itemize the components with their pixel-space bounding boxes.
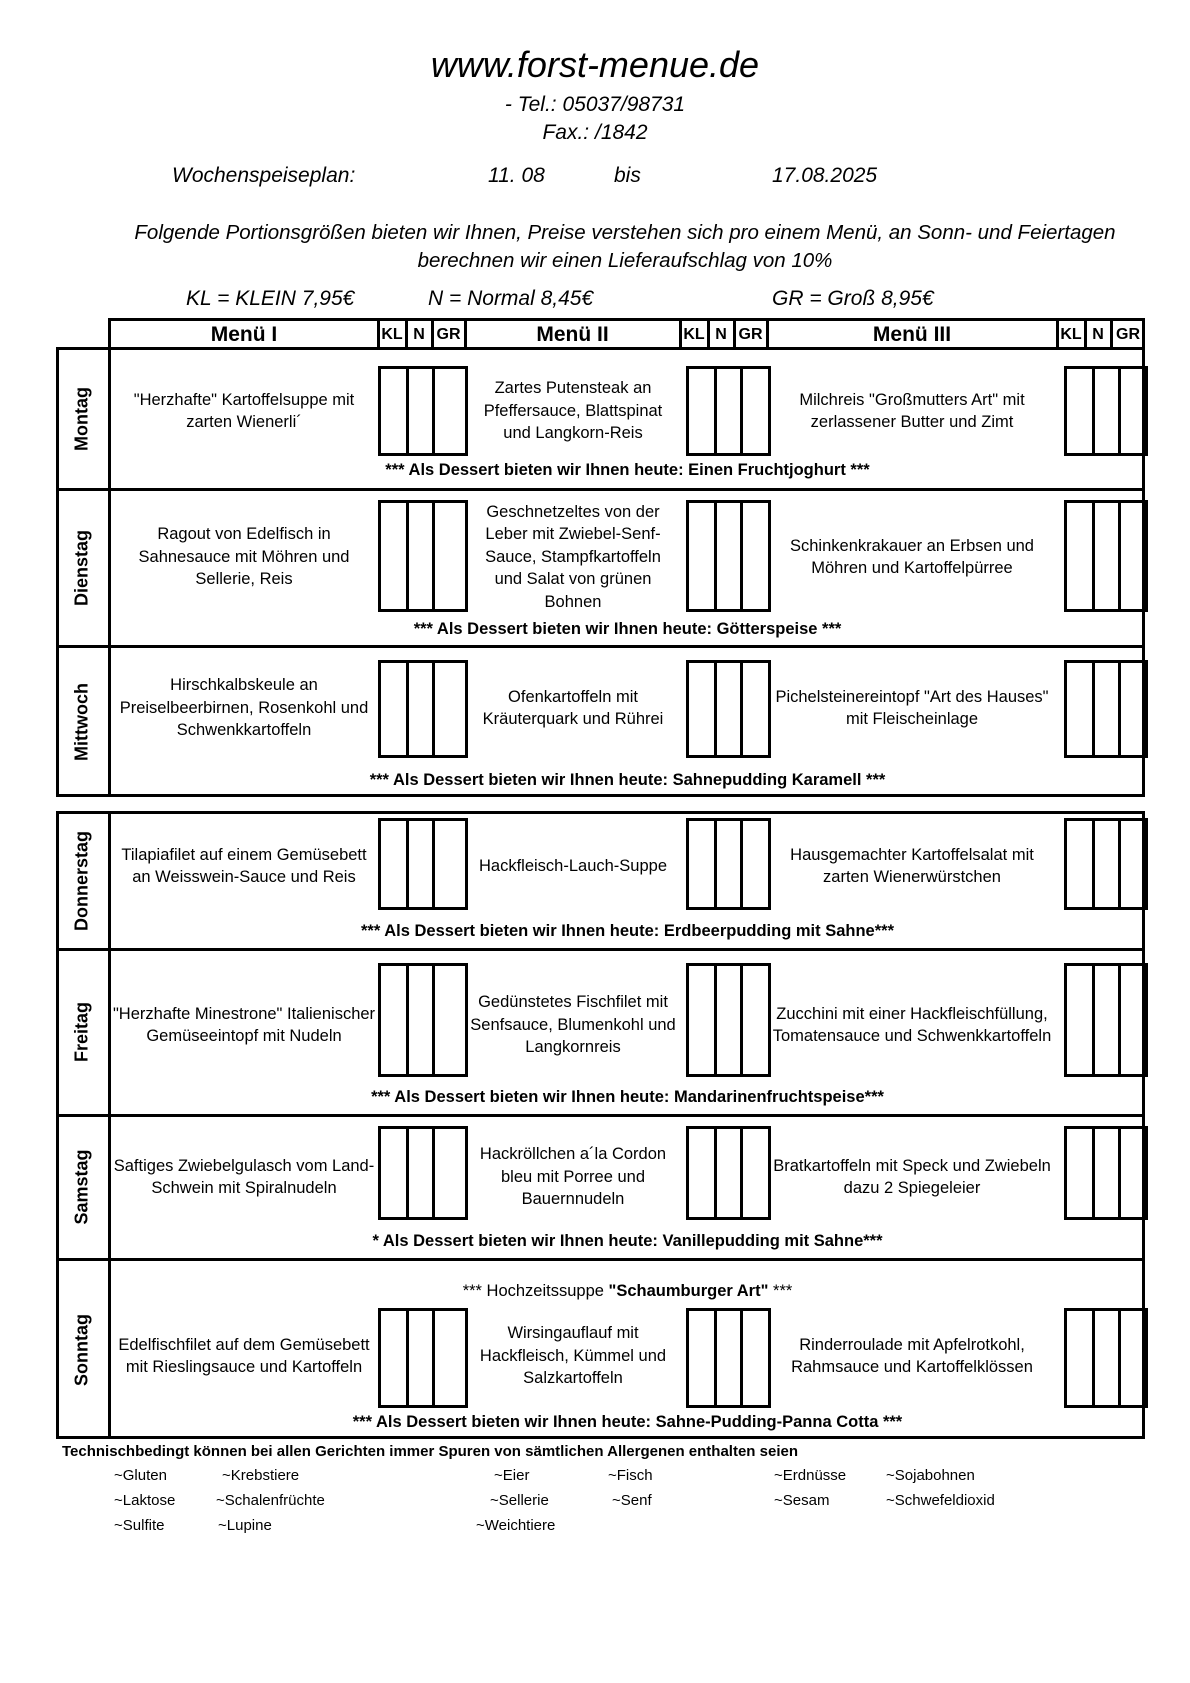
col-kl-3: KL: [1060, 326, 1082, 343]
day-label-sonntag: Sonntag: [71, 1314, 92, 1386]
samstag-menu1-n-checkbox[interactable]: [406, 1126, 435, 1220]
day-label-samstag: Samstag: [71, 1149, 92, 1225]
donnerstag-menu1-gr-checkbox[interactable]: [432, 818, 468, 910]
donnerstag-menu1-n-checkbox[interactable]: [406, 818, 435, 910]
donnerstag-menu2: Hackfleisch-Lauch-Suppe: [478, 856, 668, 875]
samstag-menu1-gr-checkbox[interactable]: [432, 1126, 468, 1220]
mittwoch-menu1-kl-checkbox[interactable]: [378, 660, 409, 758]
sonntag-dessert: *** Als Dessert bieten wir Ihnen heute: Sahne-Pudding-Panna Cotta ***: [352, 1413, 903, 1431]
freitag-menu1-gr-checkbox[interactable]: [432, 963, 468, 1077]
sonntag-menu3-n-checkbox[interactable]: [1092, 1308, 1121, 1408]
allergen-item: ~Sesam: [774, 1492, 830, 1509]
mittwoch-dessert: *** Als Dessert bieten wir Ihnen heute: Sahnepudding Karamell ***: [369, 771, 886, 789]
donnerstag-menu3-gr-checkbox[interactable]: [1118, 818, 1148, 910]
freitag-menu1-kl-checkbox[interactable]: [378, 963, 409, 1077]
plan-bis: bis: [614, 164, 641, 187]
mittwoch-menu3-n-checkbox[interactable]: [1092, 660, 1121, 758]
mittwoch-menu2-kl-checkbox[interactable]: [686, 660, 717, 758]
fax-number: Fax.: /1842: [542, 121, 648, 144]
donnerstag-menu3-kl-checkbox[interactable]: [1064, 818, 1095, 910]
freitag-menu2-n-checkbox[interactable]: [714, 963, 743, 1077]
montag-menu1-kl-checkbox[interactable]: [378, 366, 409, 456]
sonntag-menu2-n-checkbox[interactable]: [714, 1308, 743, 1408]
allergen-item: ~Sellerie: [490, 1492, 549, 1509]
day-label-donnerstag: Donnerstag: [71, 830, 92, 932]
sonntag-menu1-kl-checkbox[interactable]: [378, 1308, 409, 1408]
allergen-item: ~Sojabohnen: [886, 1467, 975, 1484]
dienstag-menu2: Geschnetzeltes von der Leber mit Zwiebel-Senf-Sauce, Stampfkartoffeln und Salat von grünen Bohnen: [485, 502, 661, 611]
col-n-3: N: [1092, 326, 1104, 343]
mittwoch-menu3-gr-checkbox[interactable]: [1118, 660, 1148, 758]
donnerstag-menu3-n-checkbox[interactable]: [1092, 818, 1121, 910]
dienstag-menu2-kl-checkbox[interactable]: [686, 500, 717, 612]
allergen-item: ~Erdnüsse: [774, 1467, 847, 1484]
plan-label: Wochenspeiseplan:: [172, 164, 356, 187]
montag-menu3-kl-checkbox[interactable]: [1064, 366, 1095, 456]
mittwoch-menu2-gr-checkbox[interactable]: [740, 660, 771, 758]
samstag-menu1-kl-checkbox[interactable]: [378, 1126, 409, 1220]
day-label-mittwoch: Mittwoch: [71, 683, 92, 761]
allergen-item: ~Eier: [494, 1467, 530, 1484]
donnerstag-menu2-gr-checkbox[interactable]: [740, 818, 771, 910]
phone-number: - Tel.: 05037/98731: [504, 93, 686, 116]
montag-menu2-gr-checkbox[interactable]: [740, 366, 771, 456]
dienstag-menu3: Schinkenkrakauer an Erbsen und Möhren und Kartoffelpürree: [790, 536, 1034, 577]
montag-dessert: *** Als Dessert bieten wir Ihnen heute: Einen Fruchtjoghurt ***: [385, 461, 870, 479]
mittwoch-menu2: Ofenkartoffeln mit Kräuterquark und Rührei: [482, 687, 664, 728]
sonntag-menu2-gr-checkbox[interactable]: [740, 1308, 771, 1408]
donnerstag-menu1: Tilapiafilet auf einem Gemüsebett an Weisswein-Sauce und Reis: [121, 845, 367, 886]
montag-menu3-n-checkbox[interactable]: [1092, 366, 1121, 456]
sonntag-menu3-gr-checkbox[interactable]: [1118, 1308, 1148, 1408]
allergen-item: ~Senf: [612, 1492, 652, 1509]
allergen-item: ~Schalenfrüchte: [216, 1492, 325, 1509]
samstag-menu2-kl-checkbox[interactable]: [686, 1126, 717, 1220]
col-gr-3: GR: [1116, 326, 1140, 343]
dienstag-menu2-n-checkbox[interactable]: [714, 500, 743, 612]
pricing-intro: Folgende Portionsgrößen bieten wir Ihnen, Preise verstehen sich pro einem Menü, an Sonn- und Feiertagen berechnen wir einen Lieferaufschlag von 10%: [134, 221, 1116, 272]
sonntag-menu1-n-checkbox[interactable]: [406, 1308, 435, 1408]
donnerstag-menu3: Hausgemachter Kartoffelsalat mit zarten Wienerwürstchen: [790, 845, 1034, 886]
mittwoch-menu3: Pichelsteinereintopf "Art des Hauses" mit Fleischeinlage: [775, 687, 1049, 728]
allergen-item: ~Gluten: [114, 1467, 167, 1484]
samstag-menu3-kl-checkbox[interactable]: [1064, 1126, 1095, 1220]
montag-menu2-kl-checkbox[interactable]: [686, 366, 717, 456]
col-gr-1: GR: [436, 326, 461, 343]
allergen-item: ~Lupine: [218, 1517, 272, 1534]
samstag-menu2: Hackröllchen a´la Cordon bleu mit Porree und Bauernnudeln: [479, 1145, 667, 1209]
montag-menu1-gr-checkbox[interactable]: [432, 366, 468, 456]
sonntag-menu3: Rinderroulade mit Apfelrotkohl, Rahmsauce und Kartoffelklössen: [791, 1335, 1033, 1376]
montag-menu2: Zartes Putensteak an Pfeffersauce, Blattspinat und Langkorn-Reis: [483, 379, 663, 443]
sonntag-menu3-kl-checkbox[interactable]: [1064, 1308, 1095, 1408]
col-kl-2: KL: [683, 326, 705, 343]
samstag-menu1: Saftiges Zwiebelgulasch vom Land-Schwein mit Spiralnudeln: [113, 1156, 375, 1197]
allergen-note: Technischbedingt können bei allen Gerichten immer Spuren von sämtlichen Allergenen enthalten seien: [62, 1443, 798, 1460]
dienstag-menu3-n-checkbox[interactable]: [1092, 500, 1121, 612]
dienstag-menu2-gr-checkbox[interactable]: [740, 500, 771, 612]
freitag-menu1: "Herzhafte Minestrone" Italienischer Gemüseeintopf mit Nudeln: [112, 1004, 376, 1045]
mittwoch-menu2-n-checkbox[interactable]: [714, 660, 743, 758]
col-kl-1: KL: [381, 326, 403, 343]
menu3-header: Menü III: [872, 323, 952, 346]
samstag-menu3-gr-checkbox[interactable]: [1118, 1126, 1148, 1220]
samstag-menu2-n-checkbox[interactable]: [714, 1126, 743, 1220]
freitag-menu3-gr-checkbox[interactable]: [1118, 963, 1148, 1077]
col-gr-2: GR: [738, 326, 763, 343]
plan-from-date: 11. 08: [488, 164, 545, 187]
samstag-menu3-n-checkbox[interactable]: [1092, 1126, 1121, 1220]
montag-menu2-n-checkbox[interactable]: [714, 366, 743, 456]
dienstag-menu1-gr-checkbox[interactable]: [432, 500, 468, 612]
montag-menu1-n-checkbox[interactable]: [406, 366, 435, 456]
allergen-item: ~Fisch: [608, 1467, 653, 1484]
menu2-header: Menü II: [536, 323, 609, 346]
allergen-item: ~Schwefeldioxid: [886, 1492, 995, 1509]
size-gr: GR = Groß 8,95€: [772, 287, 934, 310]
freitag-menu2: Gedünstetes Fischfilet mit Senfsauce, Blumenkohl und Langkornreis: [470, 993, 676, 1057]
dienstag-menu3-kl-checkbox[interactable]: [1064, 500, 1095, 612]
freitag-menu3: Zucchini mit einer Hackfleischfüllung, Tomatensauce und Schwenkkartoffeln: [772, 1004, 1052, 1045]
day-label-dienstag: Dienstag: [71, 529, 92, 607]
sonntag-menu1-gr-checkbox[interactable]: [432, 1308, 468, 1408]
dienstag-menu3-gr-checkbox[interactable]: [1118, 500, 1148, 612]
samstag-menu2-gr-checkbox[interactable]: [740, 1126, 771, 1220]
donnerstag-menu1-kl-checkbox[interactable]: [378, 818, 409, 910]
allergen-item: ~Sulfite: [114, 1517, 165, 1534]
freitag-menu3-n-checkbox[interactable]: [1092, 963, 1121, 1077]
allergen-item: ~Laktose: [114, 1492, 176, 1509]
sonntag-menu2: Wirsingauflauf mit Hackfleisch, Kümmel und Salzkartoffeln: [479, 1324, 667, 1388]
freitag-dessert: *** Als Dessert bieten wir Ihnen heute: Mandarinenfruchtspeise***: [371, 1088, 884, 1106]
dienstag-dessert: *** Als Dessert bieten wir Ihnen heute: Götterspeise ***: [413, 620, 842, 638]
sonntag-menu2-kl-checkbox[interactable]: [686, 1308, 717, 1408]
allergen-item: ~Krebstiere: [222, 1467, 300, 1484]
freitag-menu2-gr-checkbox[interactable]: [740, 963, 771, 1077]
samstag-menu3: Bratkartoffeln mit Speck und Zwiebeln dazu 2 Spiegeleier: [773, 1156, 1051, 1197]
sonntag-menu1: Edelfischfilet auf dem Gemüsebett mit Rieslingsauce und Kartoffeln: [118, 1335, 370, 1376]
size-n: N = Normal 8,45€: [428, 287, 594, 310]
mittwoch-menu1-gr-checkbox[interactable]: [432, 660, 468, 758]
donnerstag-menu2-n-checkbox[interactable]: [714, 818, 743, 910]
donnerstag-dessert: *** Als Dessert bieten wir Ihnen heute: Erdbeerpudding mit Sahne***: [361, 922, 894, 940]
montag-menu1: "Herzhafte" Kartoffelsuppe mit zarten Wienerli´: [133, 390, 355, 431]
freitag-menu1-n-checkbox[interactable]: [406, 963, 435, 1077]
allergen-item: ~Weichtiere: [476, 1517, 556, 1534]
mittwoch-menu1: Hirschkalbskeule an Preiselbeerbirnen, Rosenkohl und Schwenkkartoffeln: [119, 676, 369, 740]
samstag-dessert: * Als Dessert bieten wir Ihnen heute: Vanillepudding mit Sahne***: [372, 1232, 883, 1250]
col-n-1: N: [413, 326, 425, 343]
sonntag-extra: *** Hochzeitssuppe "Schaumburger Art" ***: [462, 1282, 793, 1300]
col-n-2: N: [715, 326, 727, 343]
menu1-header: Menü I: [210, 323, 278, 346]
mittwoch-menu1-n-checkbox[interactable]: [406, 660, 435, 758]
freitag-menu2-kl-checkbox[interactable]: [686, 963, 717, 1077]
freitag-menu3-kl-checkbox[interactable]: [1064, 963, 1095, 1077]
donnerstag-menu2-kl-checkbox[interactable]: [686, 818, 717, 910]
montag-menu3-gr-checkbox[interactable]: [1118, 366, 1148, 456]
size-kl: KL = KLEIN 7,95€: [186, 287, 355, 310]
mittwoch-menu3-kl-checkbox[interactable]: [1064, 660, 1095, 758]
day-label-freitag: Freitag: [71, 1001, 92, 1063]
plan-to-date: 17.08.2025: [772, 164, 878, 187]
dienstag-menu1-kl-checkbox[interactable]: [378, 500, 409, 612]
dienstag-menu1: Ragout von Edelfisch in Sahnesauce mit Möhren und Sellerie, Reis: [138, 525, 350, 589]
dienstag-menu1-n-checkbox[interactable]: [406, 500, 435, 612]
website-title: www.forst-menue.de: [430, 44, 760, 85]
montag-menu3: Milchreis "Großmutters Art" mit zerlassener Butter und Zimt: [799, 390, 1025, 431]
day-label-montag: Montag: [71, 387, 92, 451]
